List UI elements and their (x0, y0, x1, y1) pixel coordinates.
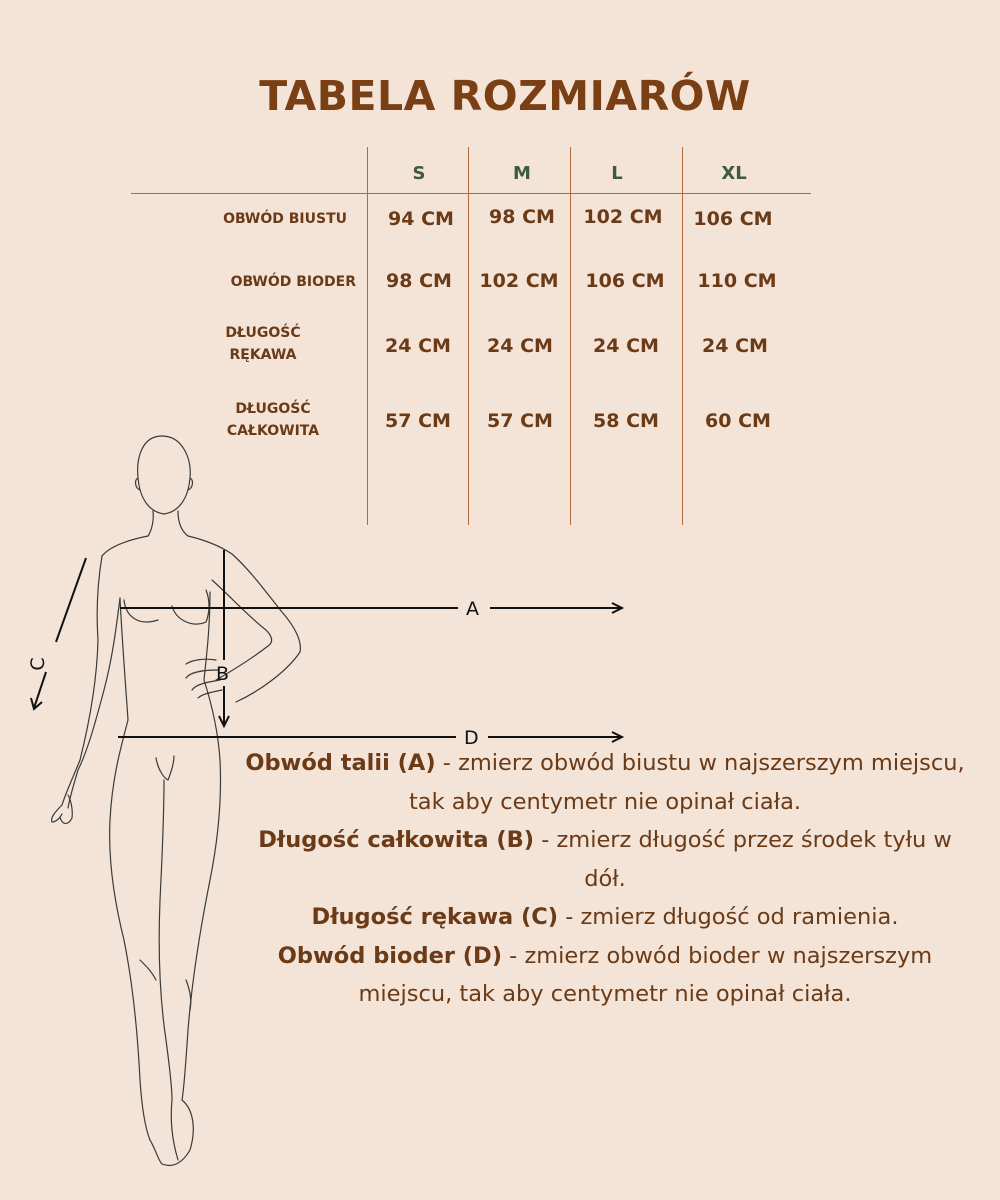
instruction-total-length: Długość całkowita (B) - zmierz długość przez środek tyłu w dół. (258, 827, 952, 892)
table-cell: 106 CM (693, 208, 773, 230)
measurement-instructions (235, 744, 975, 1014)
table-cell: 24 CM (385, 335, 451, 357)
instruction-sleeve: Długość rękawa (C) - zmierz długość od ramienia. (311, 904, 899, 930)
table-cell: 94 CM (388, 208, 454, 230)
arrow-c-line (56, 558, 86, 642)
table-cell: 98 CM (386, 270, 452, 292)
label-a: A (466, 598, 479, 620)
row-label-sleeve: DŁUGOŚĆ RĘKAWA (225, 325, 301, 363)
row-label-total-length: DŁUGOŚĆ CAŁKOWITA (226, 401, 320, 439)
table-cell: 60 CM (705, 410, 771, 432)
measurement-arrows (31, 550, 622, 742)
table-cell: 24 CM (593, 335, 659, 357)
table-cell: 102 CM (583, 206, 663, 228)
table-cell: 98 CM (489, 206, 555, 228)
size-header-m: M (513, 163, 531, 184)
row-label-hips: OBWÓD BIODER (230, 274, 356, 290)
size-header-xl: XL (721, 163, 747, 184)
table-cell: 102 CM (479, 270, 559, 292)
label-c: C (27, 657, 49, 671)
table-cell: 24 CM (702, 335, 768, 357)
table-cell: 24 CM (487, 335, 553, 357)
label-d: D (464, 727, 479, 749)
table-cell: 110 CM (697, 270, 777, 292)
label-b: B (216, 663, 230, 685)
instruction-hips: Obwód bioder (D) - zmierz obwód bioder w najszerszym miejscu, tak aby centymetr nie opinał ciała. (277, 942, 933, 1007)
row-label-bust: OBWÓD BIUSTU (223, 211, 347, 227)
table-header-divider (131, 193, 811, 194)
table-cell: 106 CM (585, 270, 665, 292)
size-header-l: L (611, 163, 623, 184)
table-cell: 58 CM (593, 410, 659, 432)
table-cell: 57 CM (487, 410, 553, 432)
size-header-s: S (412, 163, 426, 184)
table-cell: 57 CM (385, 410, 451, 432)
instruction-waist: Obwód talii (A) - zmierz obwód biustu w najszerszym miejscu, tak aby centymetr nie opinał ciała. (245, 750, 965, 815)
page-title: TABELA ROZMIARÓW (259, 72, 751, 120)
